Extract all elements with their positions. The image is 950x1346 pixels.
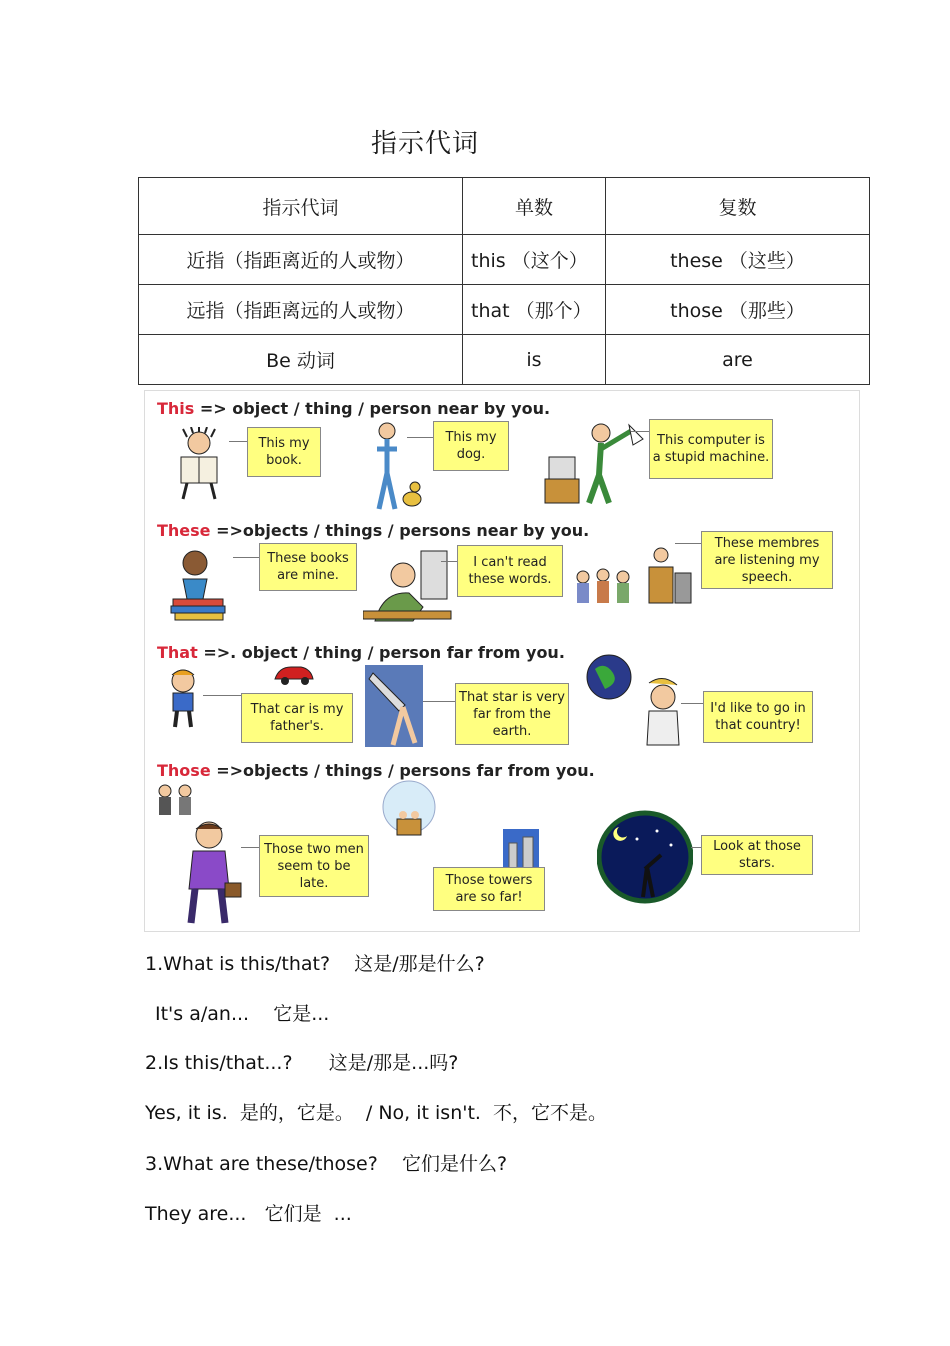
boy-pointing-icon: [163, 667, 203, 729]
section-heading-these: [157, 521, 589, 540]
note-this-dog: This my dog.: [433, 421, 509, 471]
leader-line: [407, 437, 433, 438]
question-3: 3.What are these/those? 它们是什么?: [145, 1153, 508, 1175]
question-1: 1.What is this/that? 这是/那是什么?: [145, 953, 485, 975]
globe-thinker-icon: [585, 653, 695, 747]
squinting-reader-icon: [363, 547, 453, 623]
night-sky-icon: [597, 809, 693, 905]
section-heading-that: [157, 643, 565, 662]
note-this-book: This my book.: [247, 427, 321, 477]
note-these-members: These membres are listening my speech.: [701, 531, 833, 589]
note-that-car: That car is my father's.: [241, 693, 353, 743]
question-2: 2.Is this/that...? 这是/那是...吗?: [145, 1052, 459, 1074]
keyword-these: These: [157, 521, 211, 540]
answer-1: It's a/an... 它是...: [155, 1003, 330, 1025]
leader-line: [441, 561, 457, 562]
woman-with-books-icon: [163, 543, 235, 625]
note-these-words: I can't read these words.: [457, 545, 563, 597]
note-this-computer: This computer is a stupid machine.: [649, 419, 773, 479]
note-that-star: That star is very far from the earth.: [455, 683, 569, 745]
section-heading-those: [157, 761, 595, 780]
note-those-stars: Look at those stars.: [701, 835, 813, 875]
keyword-this: This: [157, 399, 195, 418]
illustration-panel: [144, 390, 860, 932]
leader-line: [423, 701, 455, 702]
section-heading-text: =>objects / things / persons near by you.: [210, 521, 590, 540]
reading-man-icon: [169, 427, 229, 501]
audience-speaker-icon: [573, 543, 693, 605]
note-that-country: I'd like to go in that country!: [703, 691, 813, 743]
leader-line: [233, 557, 259, 558]
table-cell: those （那些）: [606, 285, 870, 335]
note-those-towers: Those towers are so far!: [433, 867, 545, 911]
note-these-books: These books are mine.: [259, 543, 357, 591]
table-cell: that （那个）: [463, 285, 606, 335]
keyword-that: That: [157, 643, 198, 662]
answer-3: They are... 它们是 ...: [145, 1203, 352, 1225]
man-with-dog-icon: [367, 421, 427, 513]
angry-computer-man-icon: [543, 415, 647, 505]
table-cell: are: [606, 335, 870, 385]
answer-2: Yes, it is. 是的，它是。 / No, it isn't. 不，它不是。: [145, 1102, 608, 1124]
header-cell: 单数: [463, 178, 606, 235]
table-cell: these （这些）: [606, 235, 870, 285]
header-cell: 指示代词: [139, 178, 463, 235]
table-cell: this （这个）: [463, 235, 606, 285]
keyword-those: Those: [157, 761, 211, 780]
red-car-icon: [273, 661, 315, 687]
section-heading-this: [157, 399, 550, 418]
man-with-briefcase-icon: [165, 819, 245, 925]
leader-line: [241, 847, 259, 848]
table-cell: 远指（指距离远的人或物）: [139, 285, 463, 335]
telescope-icon: [365, 665, 423, 747]
table-header-row: [139, 178, 870, 235]
demonstrative-table: [138, 177, 870, 385]
section-heading-text: => object / thing / person near by you.: [194, 399, 551, 418]
leader-line: [631, 431, 649, 432]
leader-line: [675, 543, 701, 544]
leader-line: [203, 695, 241, 696]
table-row: [139, 285, 870, 335]
header-cell: 复数: [606, 178, 870, 235]
table-cell: is: [463, 335, 606, 385]
leader-line: [229, 441, 247, 442]
page-title: 指示代词: [370, 129, 479, 159]
note-those-men: Those two men seem to be late.: [259, 835, 369, 897]
balloon-icon: [375, 779, 445, 849]
table-row: [139, 335, 870, 385]
leader-line: [681, 703, 703, 704]
table-cell: 近指（指距离近的人或物）: [139, 235, 463, 285]
section-heading-text: =>objects / things / persons far from you.: [210, 761, 595, 780]
two-men-icon: [151, 783, 201, 817]
table-row: [139, 235, 870, 285]
section-heading-text: =>. object / thing / person far from you.: [197, 643, 565, 662]
table-cell: Be 动词: [139, 335, 463, 385]
